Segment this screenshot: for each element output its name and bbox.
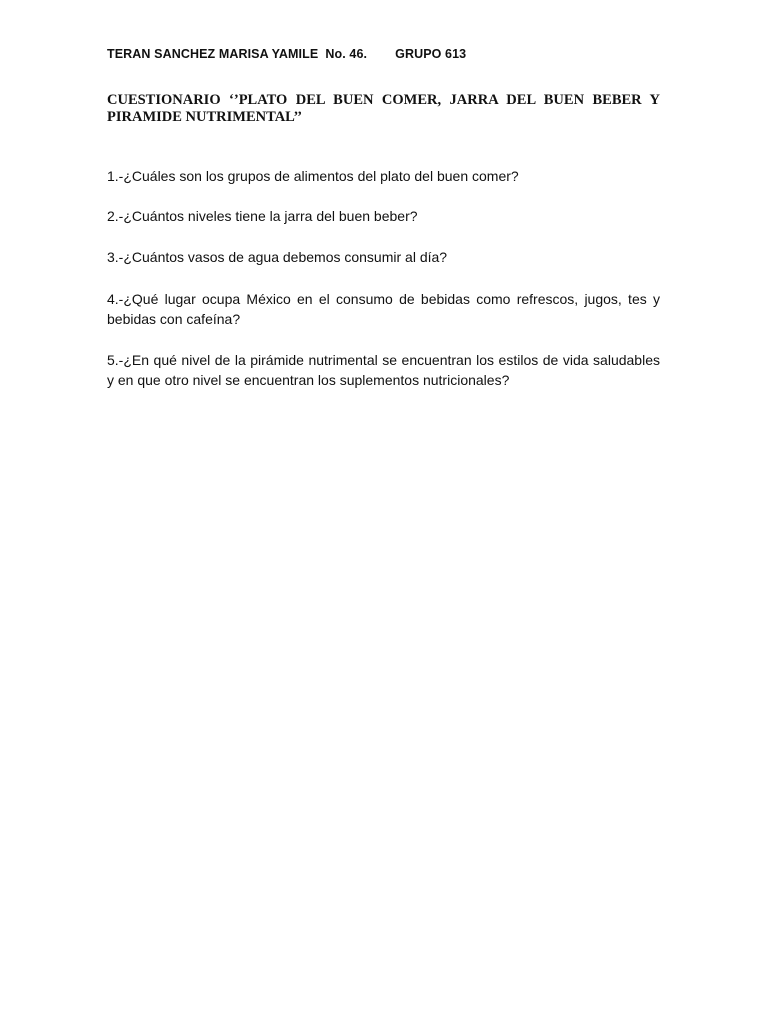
questionnaire-title: CUESTIONARIO ‘’PLATO DEL BUEN COMER, JARRA DEL BUEN BEBER Y PIRAMIDE NUTRIMENTAL’’ [107,92,660,125]
question-1: 1.-¿Cuáles son los grupos de alimentos del plato del buen comer? [107,168,519,184]
group-label: GRUPO 613 [395,47,467,61]
question-4: 4.-¿Qué lugar ocupa México en el consumo de bebidas como refrescos, jugos, tes y bebidas con cafeína? [107,291,660,327]
question-5: 5.-¿En qué nivel de la pirámide nutrimental se encuentran los estilos de vida saludables y en que otro nivel se encuentran los suplementos nutricionales? [107,352,660,388]
question-3: 3.-¿Cuántos vasos de agua debemos consumir al día? [107,249,448,265]
student-name-number: TERAN SANCHEZ MARISA YAMILE No. 46. [107,47,368,61]
student-header [107,47,466,61]
question-2: 2.-¿Cuántos niveles tiene la jarra del buen beber? [107,208,418,224]
